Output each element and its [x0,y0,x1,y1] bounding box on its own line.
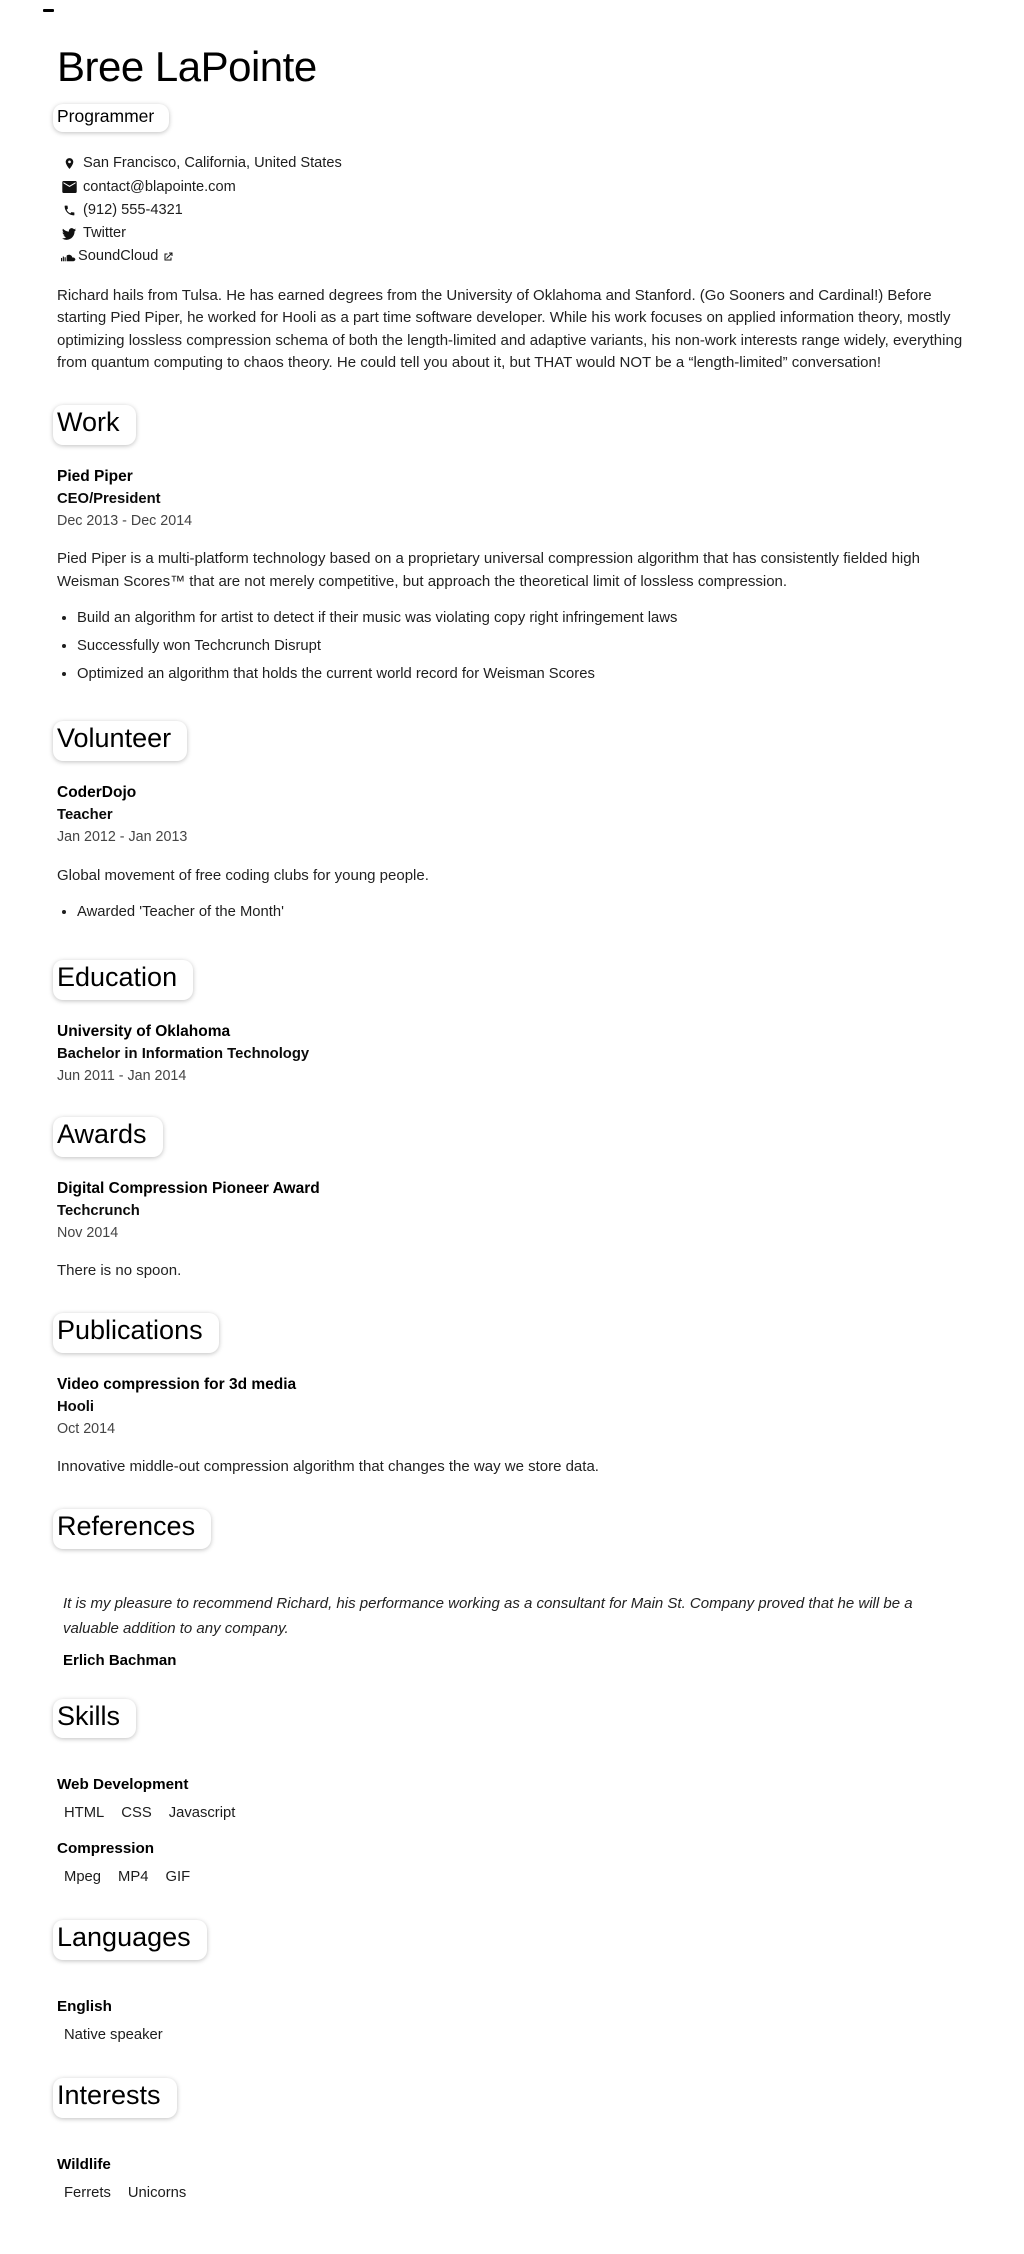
education-institution: University of Oklahoma [57,1022,231,1040]
work-section-title: Work [53,405,136,445]
about-summary: Richard hails from Tulsa. He has earned degrees from the University of Oklahoma and Stanford. (Go Sooners and Cardinal!) Before starting Pied Piper, he worked for Hooli as a part time software developer. While his work focuses on applied information theory, mostly optimizing lossless compression schema of both the length-limited and adaptive variants, his non-work interests range widely, everything from quantum computing to chaos theory. He could tell you about it, but THAT would NOT be a “length-limited” conversation! [57,286,963,372]
volunteer-item [57,781,967,923]
publication-name: Video compression for 3d media [57,1375,297,1393]
skill-keyword: HTML [64,1805,105,1822]
contact-email[interactable] [61,180,967,195]
contact-twitter-text[interactable]: Twitter [83,225,126,242]
volunteer-position: Teacher [57,807,113,824]
section-references [57,1479,967,1669]
reference-quote: It is my pleasure to recommend Richard, his performance working as a consultant for Main St. Company proved that he will be a valuable addition to any company. [63,1594,913,1638]
volunteer-organization: CoderDojo [57,783,137,801]
volunteer-highlights [59,902,967,923]
section-skills [57,1669,967,1887]
education-item [57,1020,967,1088]
skill-group-name: Web Development [57,1776,189,1794]
job-title-badge: Programmer [53,104,169,132]
section-awards [57,1087,967,1283]
volunteer-dates: Jan 2012 - Jan 2013 [57,829,188,846]
interest-keyword: Ferrets [64,2184,111,2201]
contact-phone[interactable] [61,203,967,218]
publication-date: Oct 2014 [57,1421,116,1438]
interest-group-name: Wildlife [57,2155,111,2173]
language-name: English [57,1998,112,2016]
skill-group-name: Compression [57,1840,155,1858]
envelope-icon [61,181,77,193]
work-highlight: • Optimized an algorithm that holds the current world record for Weisman Scores [77,664,967,685]
education-dates: Jun 2011 - Jan 2014 [57,1067,187,1084]
interest-group-wildlife [57,2156,967,2202]
interest-keyword: Unicorns [127,2184,187,2201]
awards-section-title: Awards [53,1117,163,1157]
contact-location [61,156,967,171]
work-summary: Pied Piper is a multi-platform technology based on a proprietary universal compression algorithm that has consistently fielded high Weisman Scores™ that are not merely competitive, but approach the theoretical limit of lossless compression. [57,550,920,590]
section-education [57,930,967,1087]
interest-keywords [64,2184,967,2202]
publication-item [57,1373,967,1479]
reference-item [57,1591,967,1669]
contact-email-text[interactable]: contact@blapointe.com [83,178,236,195]
section-work [57,375,967,684]
work-item [57,465,967,685]
interests-section-title: Interests [53,2078,177,2118]
contact-list [57,156,967,265]
contact-soundcloud[interactable] [61,249,967,264]
external-link-icon [162,251,174,263]
work-position: CEO/President [57,490,161,507]
work-dates: Dec 2013 - Dec 2014 [57,512,193,529]
work-highlight: • Build an algorithm for artist to detect if their music was violating copy right infringement laws [77,608,967,629]
education-section-title: Education [53,960,193,1000]
work-company: Pied Piper [57,467,133,485]
language-fluency: Native speaker [64,2027,163,2044]
volunteer-summary: Global movement of free coding clubs for young people. [57,866,429,884]
screenshot-artifact-mark [43,9,54,12]
volunteer-highlight: • Awarded 'Teacher of the Month' [77,902,967,923]
skill-keyword: Mpeg [64,1869,102,1886]
skill-keywords [64,1868,967,1886]
award-awarder: Techcrunch [57,1203,140,1220]
skill-group-web-development [57,1776,967,1822]
work-highlight: • Successfully won Techcrunch Disrupt [77,636,967,657]
section-publications [57,1283,967,1479]
skill-keyword: CSS [121,1805,152,1822]
skill-keyword: GIF [165,1869,191,1886]
section-volunteer [57,691,967,923]
skill-keyword: MP4 [118,1869,149,1886]
skill-group-compression [57,1840,967,1886]
twitter-bird-icon [61,228,77,240]
section-interests [57,2048,967,2202]
volunteer-section-title: Volunteer [53,721,187,761]
map-pin-icon [61,156,77,171]
award-date: Nov 2014 [57,1225,119,1242]
skill-keyword: Javascript [168,1805,236,1822]
reference-name: Erlich Bachman [63,1651,177,1669]
references-section-title: References [53,1509,211,1549]
education-degree: Bachelor in Information Technology [57,1045,310,1062]
award-summary: There is no spoon. [57,1262,182,1280]
section-languages [57,1890,967,2044]
work-highlights [59,608,967,684]
publication-summary: Innovative middle-out compression algorithm that changes the way we store data. [57,1458,599,1476]
contact-twitter[interactable] [61,226,967,241]
person-name: Bree LaPointe [57,43,317,90]
publications-section-title: Publications [53,1313,219,1353]
language-item [57,1998,967,2044]
contact-soundcloud-text[interactable]: SoundCloud [78,248,159,265]
phone-icon [61,204,77,217]
languages-section-title: Languages [53,1920,207,1960]
award-name: Digital Compression Pioneer Award [57,1179,320,1197]
soundcloud-icon [61,252,77,263]
skills-section-title: Skills [53,1699,136,1739]
contact-phone-text[interactable]: (912) 555-4321 [83,201,183,218]
skill-keywords [64,1804,967,1822]
award-item [57,1177,967,1283]
publication-publisher: Hooli [57,1398,94,1415]
contact-location-text: San Francisco, California, United States [83,155,342,172]
